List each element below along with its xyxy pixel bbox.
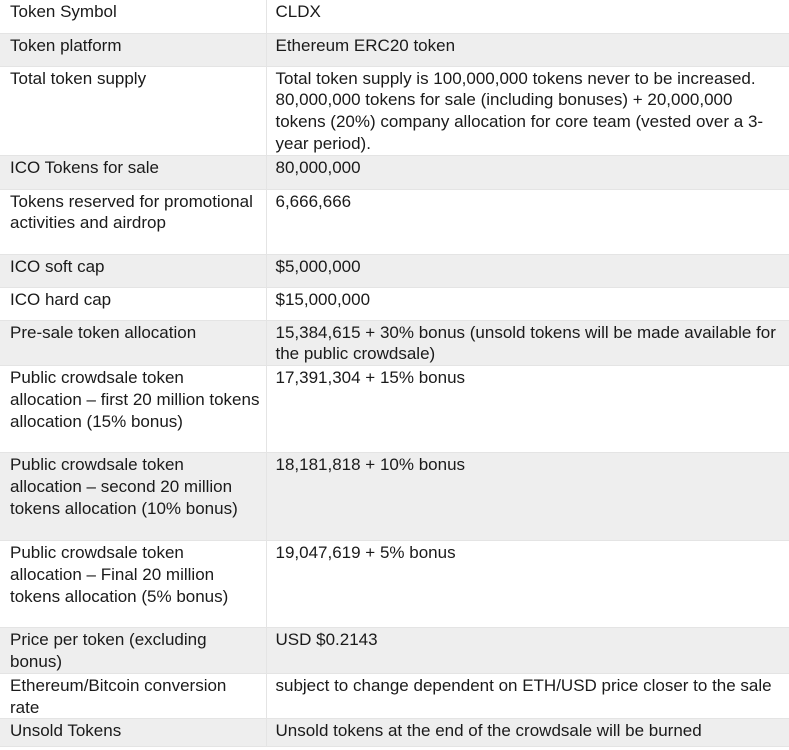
row-value: 18,181,818 + 10% bonus [266, 453, 789, 541]
table-row [0, 287, 789, 320]
row-label: Price per token (excluding bonus) [0, 628, 266, 674]
row-label: Public crowdsale token allocation – first 20 million tokens allocation (15% bonus) [0, 366, 266, 453]
table-row [0, 673, 789, 719]
row-label: Token platform [0, 33, 266, 66]
row-label: Unsold Tokens [0, 719, 266, 747]
row-value: $15,000,000 [266, 287, 789, 320]
row-value: subject to change dependent on ETH/USD price closer to the sale [266, 673, 789, 719]
row-value: 17,391,304 + 15% bonus [266, 366, 789, 453]
table-row [0, 541, 789, 628]
table-row [0, 719, 789, 747]
table-row [0, 33, 789, 66]
table-row [0, 254, 789, 287]
table-row [0, 453, 789, 541]
row-value: 80,000,000 [266, 155, 789, 189]
table-row [0, 189, 789, 254]
row-label: ICO Tokens for sale [0, 155, 266, 189]
row-value: 6,666,666 [266, 189, 789, 254]
row-label: ICO hard cap [0, 287, 266, 320]
row-value: $5,000,000 [266, 254, 789, 287]
row-value: CLDX [266, 0, 789, 33]
row-label: Ethereum/Bitcoin conversion rate [0, 673, 266, 719]
row-value: 19,047,619 + 5% bonus [266, 541, 789, 628]
table-row [0, 155, 789, 189]
row-value: 15,384,615 + 30% bonus (unsold tokens will be made available for the public crowdsale) [266, 320, 789, 366]
row-value: Ethereum ERC20 token [266, 33, 789, 66]
row-label: ICO soft cap [0, 254, 266, 287]
table-row [0, 66, 789, 155]
row-value: Total token supply is 100,000,000 tokens never to be increased. 80,000,000 tokens for sale (including bonuses) + 20,000,000 tokens (20%) company allocation for core team (vested over a 3-year period). [266, 66, 789, 155]
row-label: Public crowdsale token allocation – second 20 million tokens allocation (10% bonus) [0, 453, 266, 541]
row-label: Public crowdsale token allocation – Final 20 million tokens allocation (5% bonus) [0, 541, 266, 628]
row-label: Tokens reserved for promotional activities and airdrop [0, 189, 266, 254]
table-row [0, 628, 789, 674]
row-label: Pre-sale token allocation [0, 320, 266, 366]
row-value: Unsold tokens at the end of the crowdsale will be burned [266, 719, 789, 747]
table-row [0, 366, 789, 453]
row-label: Token Symbol [0, 0, 266, 33]
table-row [0, 320, 789, 366]
table-row [0, 0, 789, 33]
row-value: USD $0.2143 [266, 628, 789, 674]
row-label: Total token supply [0, 66, 266, 155]
